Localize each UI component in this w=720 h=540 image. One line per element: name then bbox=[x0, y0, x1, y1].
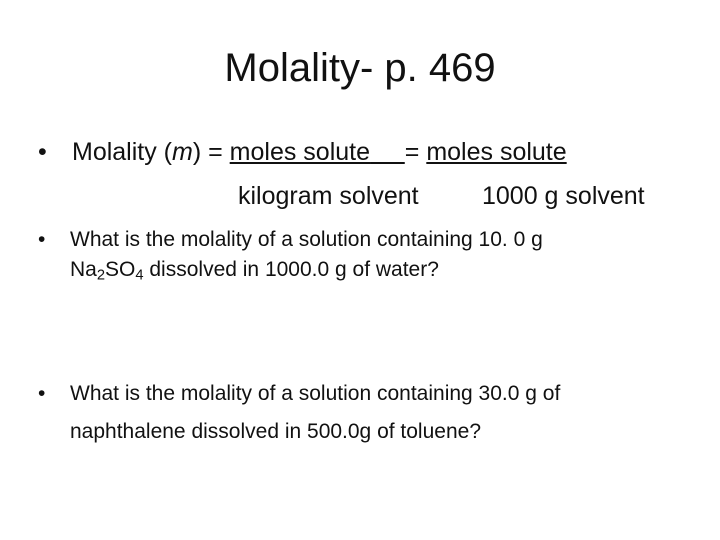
formula-so: SO bbox=[105, 258, 136, 281]
formula-subscript-4: 4 bbox=[135, 267, 144, 284]
definition-bullet-marker: • bbox=[38, 138, 47, 166]
equals-sign-2: = bbox=[404, 138, 427, 166]
formula-na: Na bbox=[70, 258, 97, 281]
molality-symbol: m bbox=[172, 138, 193, 166]
question1-line1: What is the molality of a solution containing 10. 0 g bbox=[70, 228, 543, 251]
question2-line1: What is the molality of a solution containing 30.0 g of bbox=[70, 382, 561, 405]
numerator-moles-solute-1: moles solute bbox=[229, 138, 371, 166]
question1-bullet-marker: • bbox=[38, 228, 46, 251]
molality-label-suffix: ) = bbox=[192, 138, 230, 166]
molality-label-prefix: Molality ( bbox=[72, 138, 173, 166]
formula-subscript-2: 2 bbox=[96, 267, 106, 284]
definition-numerator-line bbox=[72, 136, 567, 168]
slide-title: Molality- p. 469 bbox=[224, 46, 496, 90]
question2-line2: naphthalene dissolved in 500.0g of toluene? bbox=[70, 420, 481, 443]
denominator-1000g-solvent: 1000 g solvent bbox=[482, 182, 645, 210]
numerator-moles-solute-2: moles solute bbox=[426, 138, 567, 166]
question1-line2 bbox=[70, 256, 439, 284]
question1-line2-rest: dissolved in 1000.0 g of water? bbox=[143, 258, 439, 281]
denominator-kilogram-solvent: kilogram solvent bbox=[238, 182, 419, 210]
question2-bullet-marker: • bbox=[38, 382, 46, 405]
